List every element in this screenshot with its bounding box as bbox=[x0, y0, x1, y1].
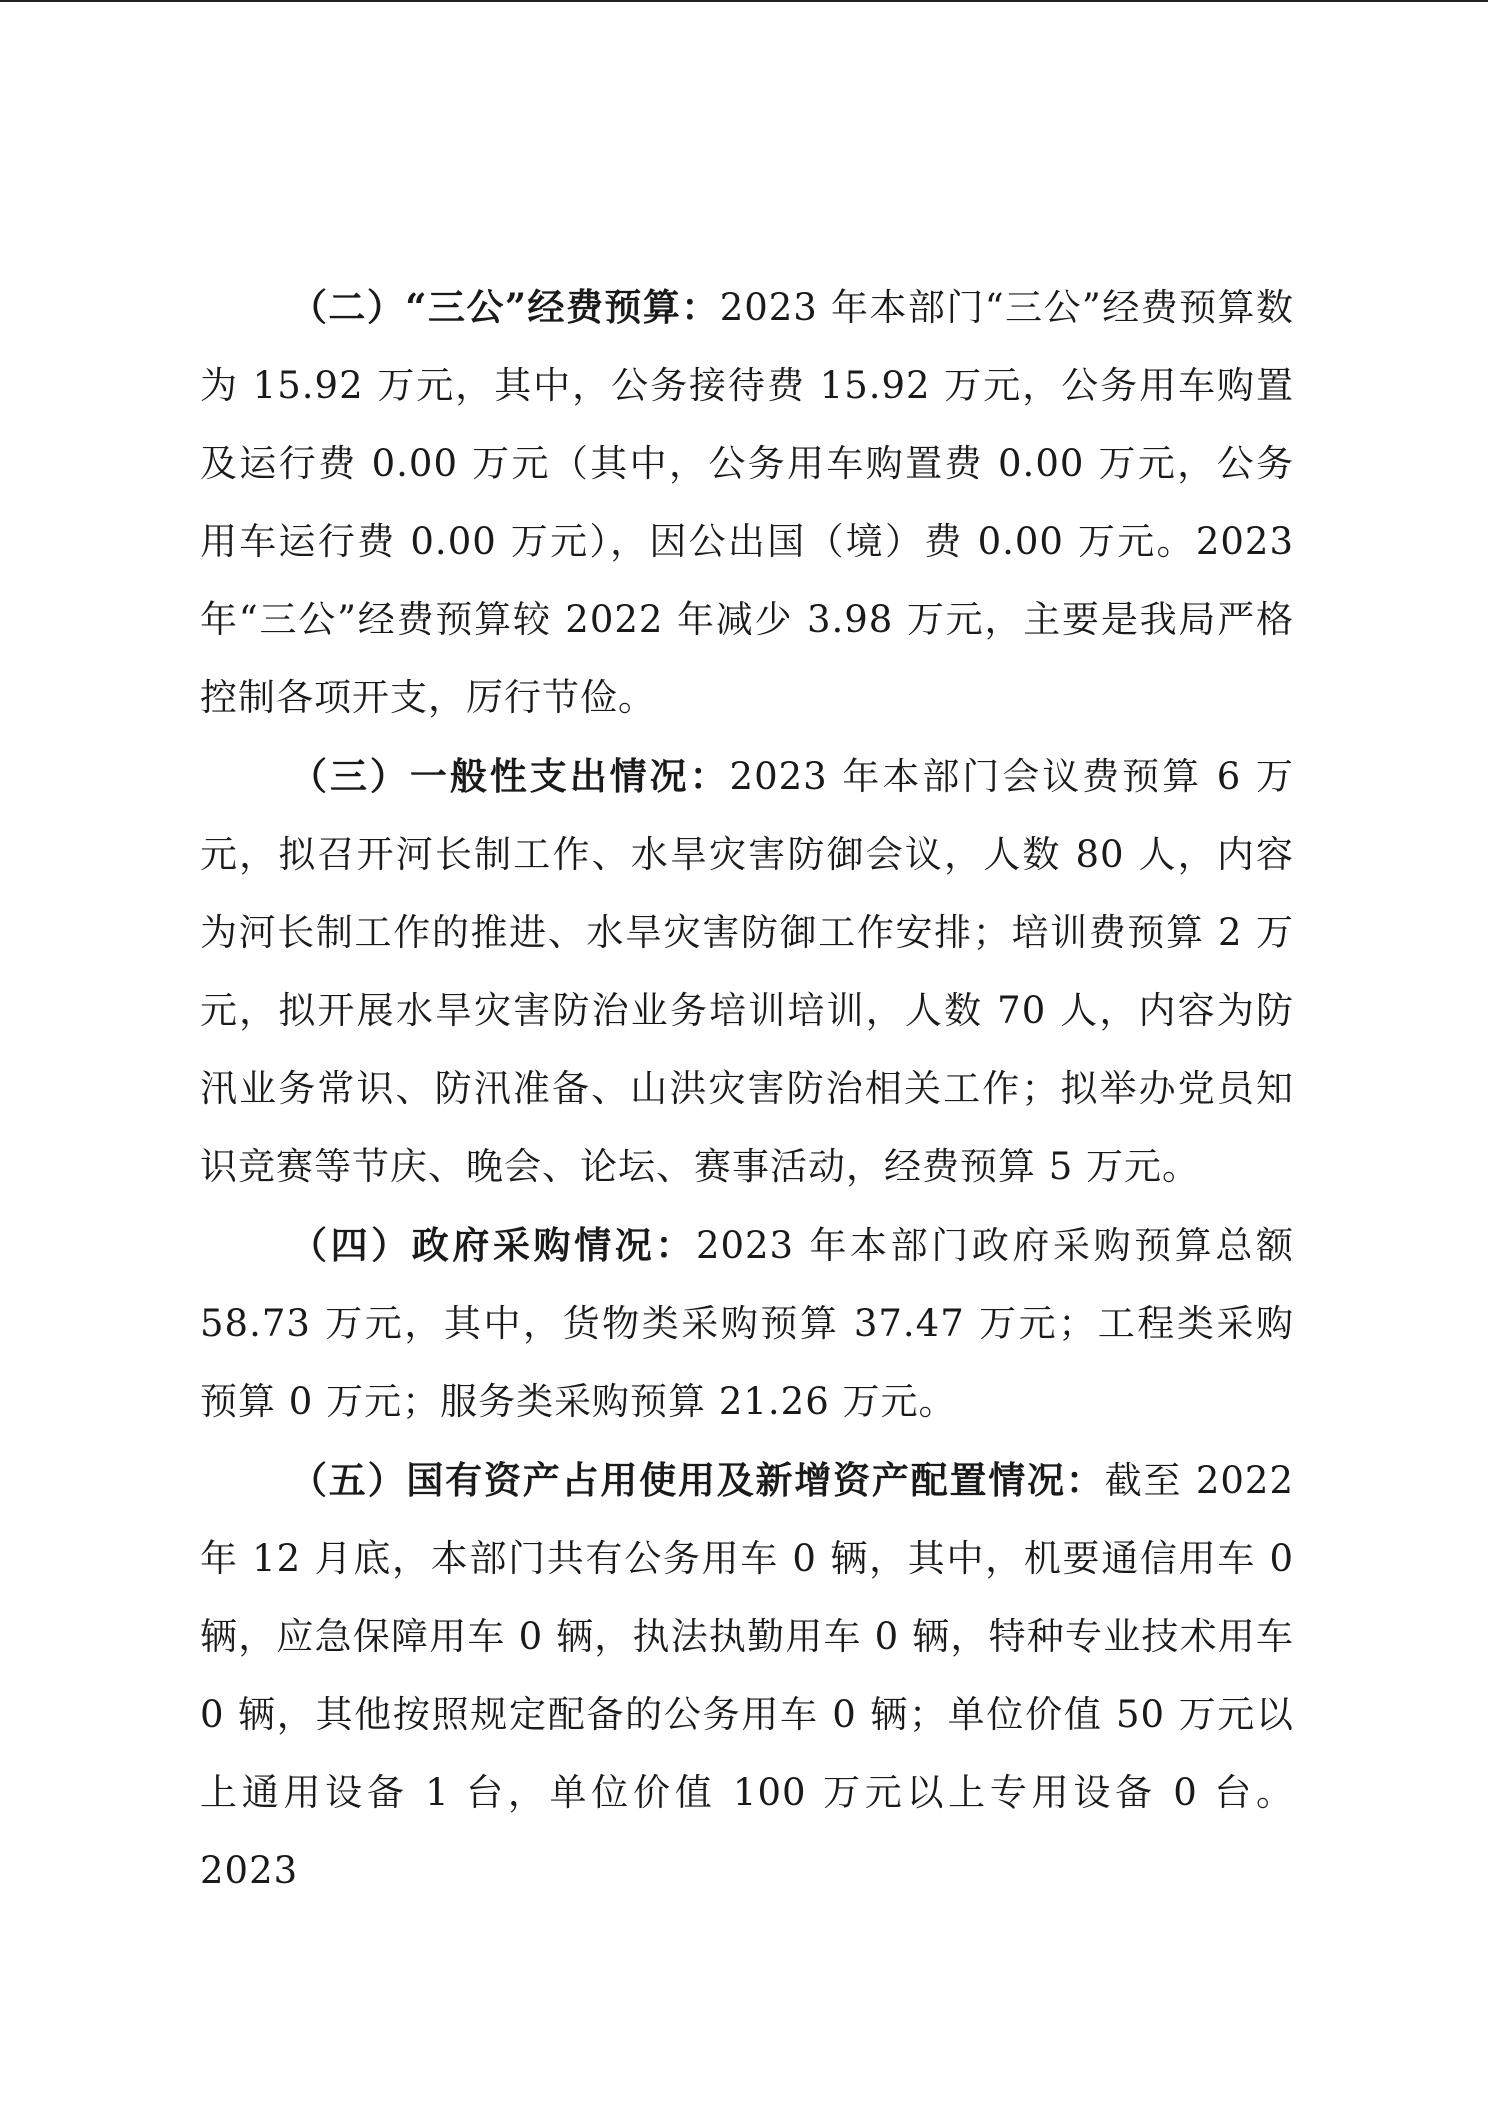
paragraph-general-expenditure bbox=[200, 737, 1294, 1206]
paragraph-heading: （五）国有资产占用使用及新增资产配置情况： bbox=[290, 1458, 1105, 1502]
paragraph-heading: （四）政府采购情况： bbox=[290, 1223, 696, 1267]
paragraph-state-assets bbox=[200, 1441, 1294, 1910]
paragraph-text: 2023 年本部门“三公”经费预算数为 15.92 万元，其中，公务接待费 15.92 万元，公务用车购置及运行费 0.00 万元（其中，公务用车购置费 0.00 万元，公务用车运行费 0.00 万元），因公出国（境）费 0.00 万元。2023 年“三公”经费预算较 2022 年减少 3.98 万元，主要是我局严格控制各项开支，厉行节俭。 bbox=[200, 286, 1294, 719]
paragraph-san-gong-budget bbox=[200, 268, 1294, 737]
paragraph-government-procurement bbox=[200, 1206, 1294, 1441]
paragraph-heading: （三）一般性支出情况： bbox=[290, 754, 730, 798]
paragraph-text: 截至 2022 年 12 月底，本部门共有公务用车 0 辆，其中，机要通信用车 0 辆，应急保障用车 0 辆，执法执勤用车 0 辆，特种专业技术用车 0 辆，其他按照规定配备的公务用车 0 辆；单位价值 50 万元以上通用设备 1 台，单位价值 100 万元以上专用设备 0 台。2023 bbox=[200, 1459, 1294, 1892]
paragraph-text: 2023 年本部门政府采购预算总额 58.73 万元，其中，货物类采购预算 37.47 万元；工程类采购预算 0 万元；服务类采购预算 21.26 万元。 bbox=[200, 1224, 1294, 1423]
paragraph-text: 2023 年本部门会议费预算 6 万元，拟召开河长制工作、水旱灾害防御会议，人数 80 人，内容为河长制工作的推进、水旱灾害防御工作安排；培训费预算 2 万元，拟开展水旱灾害防治业务培训培训，人数 70 人，内容为防汛业务常识、防汛准备、山洪灾害防治相关工作；拟举办党员知识竞赛等节庆、晚会、论坛、赛事活动，经费预算 5 万元。 bbox=[200, 755, 1294, 1188]
paragraph-heading: （二）“三公”经费预算： bbox=[290, 285, 720, 329]
document-body bbox=[200, 268, 1294, 1910]
